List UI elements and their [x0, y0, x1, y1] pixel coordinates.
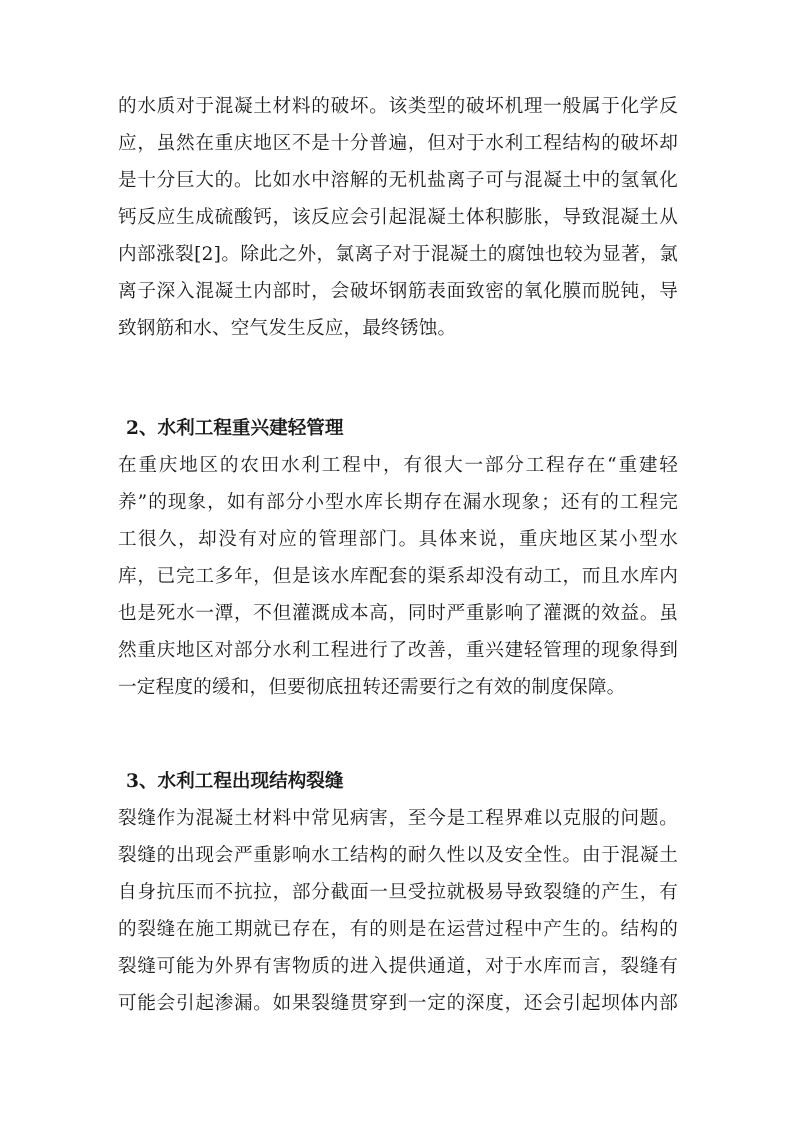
paragraph-cracks [118, 800, 678, 1022]
text-line: 然重庆地区对部分水利工程进行了改善，重兴建轻管理的现象得到 [118, 640, 678, 661]
text-line: 钙反应生成硫酸钙，该反应会引起混凝土体积膨胀，导致混凝土从 [118, 207, 678, 228]
text-line: 一定程度的缓和，但要彻底扭转还需要行之有效的制度保障。 [118, 677, 626, 698]
paragraph-management [118, 447, 678, 706]
text-line: 也是死水一潭，不但灌溉成本高，同时严重影响了灌溉的效益。虽 [118, 603, 678, 624]
text-line: 应，虽然在重庆地区不是十分普遍，但对于水利工程结构的破坏却 [118, 133, 678, 154]
text-line: 致钢筋和水、空气发生反应，最终锈蚀。 [118, 318, 457, 339]
text-line: 裂缝作为混凝土材料中常见病害，至今是工程界难以克服的问题。 [118, 808, 678, 829]
text-line: 的水质对于混凝土材料的破坏。该类型的破坏机理一般属于化学反 [118, 96, 678, 117]
section-heading-cracks: 3、水利工程出现结构裂缝 [126, 771, 344, 792]
text-line: 自身抗压而不抗拉，部分截面一旦受拉就极易导致裂缝的产生，有 [118, 882, 678, 903]
text-line: 养”的现象，如有部分小型水库长期存在漏水现象；还有的工程完 [118, 492, 678, 513]
text-line: 工很久，却没有对应的管理部门。具体来说，重庆地区某小型水 [118, 529, 678, 550]
text-line: 可能会引起渗漏。如果裂缝贯穿到一定的深度，还会引起坝体内部 [118, 993, 678, 1014]
text-line: 库，已完工多年，但是该水库配套的渠系却没有动工，而且水库内 [118, 566, 678, 587]
text-line: 裂缝可能为外界有害物质的进入提供通道，对于水库而言，裂缝有 [118, 956, 678, 977]
text-line: 离子深入混凝土内部时，会破坏钢筋表面致密的氧化膜而脱钝，导 [118, 281, 678, 302]
text-line: 是十分巨大的。比如水中溶解的无机盐离子可与混凝土中的氢氧化 [118, 170, 678, 191]
text-line: 的裂缝在施工期就已存在，有的则是在运营过程中产生的。结构的 [118, 919, 678, 940]
text-line: 在重庆地区的农田水利工程中，有很大一部分工程存在“重建轻 [118, 455, 678, 476]
section-heading-management: 2、水利工程重兴建轻管理 [126, 418, 344, 439]
text-line: 裂缝的出现会严重影响水工结构的耐久性以及安全性。由于混凝土 [118, 845, 678, 866]
paragraph-water-quality [118, 88, 678, 347]
text-line: 内部涨裂[2]。除此之外，氯离子对于混凝土的腐蚀也较为显著，氯 [118, 244, 678, 265]
